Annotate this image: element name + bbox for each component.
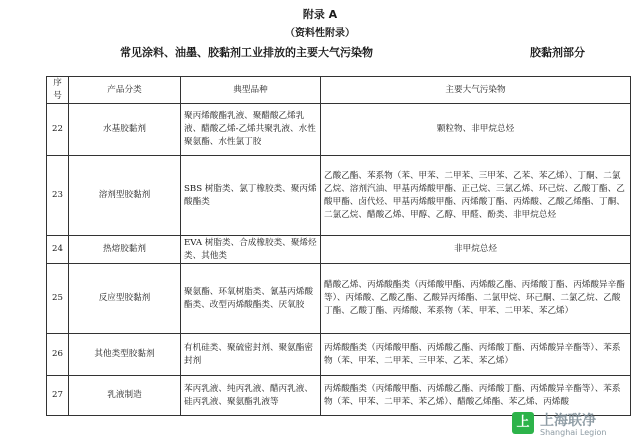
row-pollutants: 颗粒物、非甲烷总烃 <box>321 104 631 156</box>
row-pollutants: 丙烯酸酯类（丙烯酸甲酯、丙烯酸乙酯、丙烯酸丁酯、丙烯酸异辛酯等）、苯系物（苯、甲苯、二甲苯、三甲苯、乙苯、苯乙烯） <box>321 334 631 376</box>
row-no: 25 <box>47 264 69 334</box>
watermark-logo-icon: 上 <box>512 412 534 434</box>
row-no: 24 <box>47 236 69 264</box>
header-pollutants: 主要大气污染物 <box>321 77 631 104</box>
row-pollutants: 醋酸乙烯、丙烯酸酯类（丙烯酸甲酯、丙烯酸乙酯、丙烯酸丁酯、丙烯酸异辛酯等）、丙烯酸、乙酸乙酯、乙酸异丙烯酯、二氯甲烷、环己酮、二氯乙烷、乙酸丁酯、乙酸丁酯、丙烯酸、苯系物（苯、甲苯、二甲苯、苯乙烯） <box>321 264 631 334</box>
row-category: 热熔胶黏剂 <box>69 236 181 264</box>
appendix-heading: 附录 A <box>302 8 338 21</box>
appendix-subheading: （资料性附录） <box>285 28 355 39</box>
row-no: 23 <box>47 156 69 236</box>
table-row <box>47 236 631 264</box>
row-no: 26 <box>47 334 69 376</box>
row-pollutants: 丙烯酸酯类（丙烯酸甲酯、丙烯酸乙酯、丙烯酸丁酯、丙烯酸异辛酯等）、苯系物（苯、甲苯、二甲苯、苯乙烯）、醋酸乙烯酯、苯乙烯、丙烯酸 <box>321 376 631 416</box>
row-category: 乳液制造 <box>69 376 181 416</box>
watermark-cn: 上海联净 <box>540 413 596 429</box>
section-label: 胶黏剂部分 <box>530 46 585 59</box>
row-typical: 有机硅类、聚硫密封剂、聚氨酯密封剂 <box>181 334 321 376</box>
header-category: 产品分类 <box>69 77 181 104</box>
row-typical: 苯丙乳液、纯丙乳液、醋丙乳液、硅丙乳液、聚氨酯乳液等 <box>181 376 321 416</box>
row-pollutants: 乙酸乙酯、苯系物（苯、甲苯、二甲苯、三甲苯、乙苯、苯乙烯）、丁酮、二氯乙烷、溶剂汽油、甲基丙烯酸甲酯、正己烷、三氯乙烯、环己烷、乙酸丁酯、乙酸甲酯、卤代烃、甲基丙烯酸甲酯、丙烯酸丁酯、丙烯酸、乙酸乙烯酯、丁酮、二氯乙烷、醋酸乙烯、甲醇、乙醇、甲醛、酚类、非甲烷总烃 <box>321 156 631 236</box>
watermark <box>512 410 640 439</box>
watermark-en: Shanghai Legion <box>540 428 607 437</box>
table-row <box>47 156 631 236</box>
row-pollutants: 非甲烷总烃 <box>321 236 631 264</box>
row-typical: EVA 树脂类、合成橡胶类、聚烯烃类、其他类 <box>181 236 321 264</box>
row-no: 27 <box>47 376 69 416</box>
row-typical: 聚氨酯、环氧树脂类、氰基丙烯酸酯类、改型丙烯酸酯类、厌氧胶 <box>181 264 321 334</box>
row-category: 反应型胶黏剂 <box>69 264 181 334</box>
table-title: 常见涂料、油墨、胶黏剂工业排放的主要大气污染物 <box>120 46 373 59</box>
table-row <box>47 104 631 156</box>
row-typical: 聚丙烯酸酯乳液、聚醋酸乙烯乳液、醋酸乙烯-乙烯共聚乳液、水性聚氨酯、水性氯丁胶 <box>181 104 321 156</box>
row-typical: SBS 树脂类、氯丁橡胶类、聚丙烯酸酯类 <box>181 156 321 236</box>
pollutant-table <box>46 76 631 416</box>
header-no: 序号 <box>47 77 69 104</box>
row-category: 其他类型胶黏剂 <box>69 334 181 376</box>
table-row <box>47 264 631 334</box>
row-category: 溶剂型胶黏剂 <box>69 156 181 236</box>
header-typical: 典型品种 <box>181 77 321 104</box>
row-no: 22 <box>47 104 69 156</box>
table-row <box>47 334 631 376</box>
table-header-row <box>47 77 631 104</box>
row-category: 水基胶黏剂 <box>69 104 181 156</box>
